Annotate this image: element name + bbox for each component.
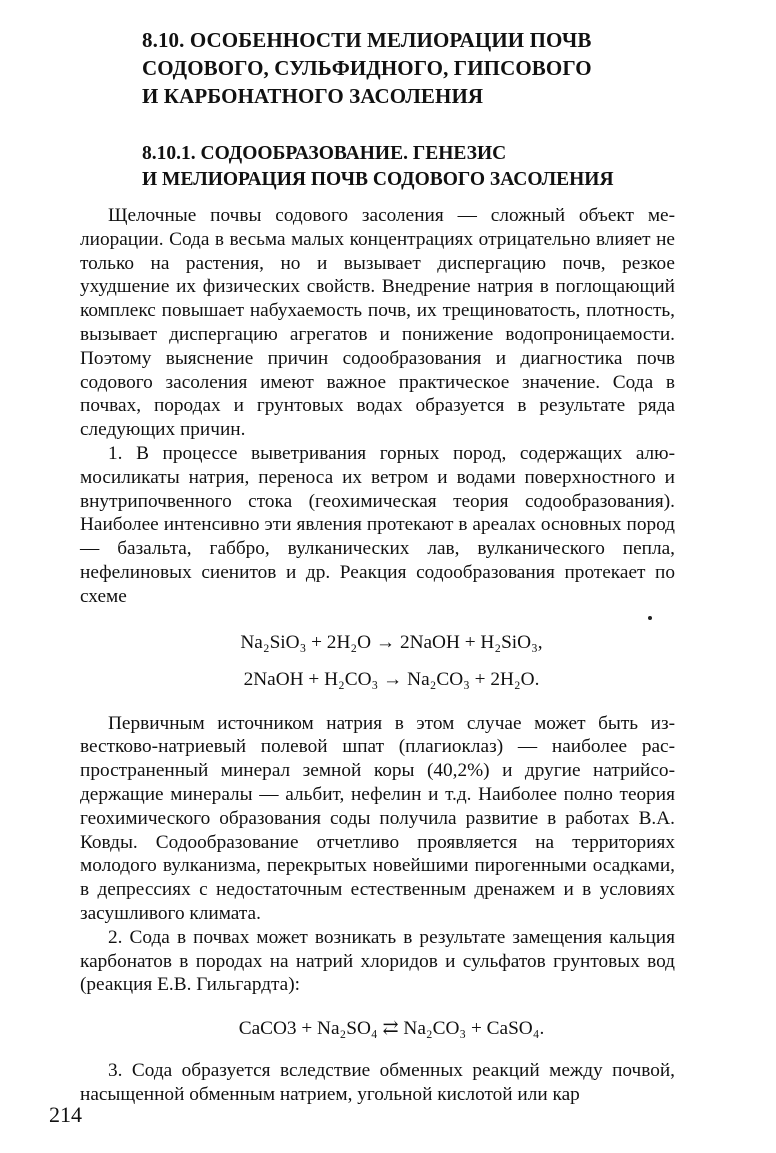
paragraph-cause-2: 2. Сода в почвах может возникать в результате замещения кальция карбонатов в породах на натрий хлоридов и сульфатов грунтовых вод (реакция Е.В. Гильгардта): xyxy=(80,926,675,996)
section-heading-line: И КАРБОНАТНОГО ЗАСОЛЕНИЯ xyxy=(142,84,484,108)
paragraph-source: Первичным источником натрия в этом случае может быть известково-натриевый полевой шпат (плагиоклаз) — наиболее распространенный минерал земной коры (40,2%) и другие натрийсодержащие минералы — альбит, нефелин и т.д. Наиболее полно теория геохимического образования соды получила развитие в работах В.А. Ковды. Содообразование отчетливо проявляется на территориях молодого вулканизма, перекрытых новейшими пирогенными осадками, в депрессиях с недостаточным естественным дренажем и в условиях засушливого климата. xyxy=(80,712,675,924)
subsection-heading xyxy=(142,141,675,193)
section-heading-line: СОДОВОГО, СУЛЬФИДНОГО, ГИПСОВОГО xyxy=(142,56,592,80)
subsection-heading-line: И МЕЛИОРАЦИЯ ПОЧВ СОДОВОГО ЗАСОЛЕНИЯ xyxy=(142,169,614,190)
paragraph-intro: Щелочные почвы содового засоления — сложный объект мелиорации. Сода в весьма малых концентрациях отрицательно влияет не только на растения, но и вызывает диспергацию почв, резкое ухудшение их физических свойств. Внедрение натрия в поглощающий комплекс повышает набухаемость почв, их трещиноватость, плотность, вызывает диспергацию агрегатов и понижение водопроницаемости. Поэтому выяснение причин содообразования и диагностика почв содового засоления имеют важное практическое значение. Сода в почвах, породах и грунтовых водах образуется в результате ряда следующих причин. xyxy=(80,205,675,441)
paragraph-cause-3: 3. Сода образуется вследствие обменных реакций между почвой, насыщенной обменным натрием, угольной кислотой или кар xyxy=(80,1060,675,1105)
page-number: 214 xyxy=(49,1102,82,1127)
subsection-heading-line: 8.10.1. СОДООБРАЗОВАНИЕ. ГЕНЕЗИС xyxy=(142,143,507,164)
section-heading xyxy=(142,26,675,110)
section-heading-line: 8.10. ОСОБЕННОСТИ МЕЛИОРАЦИИ ПОЧВ xyxy=(142,28,592,52)
formula-reaction-2: 2NaOH + H₂CO₃ → Na₂CO₃ + 2H₂O. xyxy=(243,668,540,690)
formula-reaction-1: Na₂SiO₃ + 2H₂O → 2NaOH + H₂SiO₃, xyxy=(240,631,543,653)
formula-hilgard-reaction: CaCO3 + Na₂SO₄ ⇄ Na₂CO₃ + CaSO₄. xyxy=(238,1018,545,1040)
print-speck xyxy=(648,616,652,620)
page-content xyxy=(80,26,675,1107)
paragraph-cause-1: 1. В процессе выветривания горных пород, содержащих алюмосиликаты натрия, переноса их ветром и водами поверхностного и внутрипочвенного стока (геохимическая теория содообразования). Наиболее интенсивно эти явления протекают в ареалах основных пород — базальта, габбро, вулканических лав, вулканического пепла, нефелиновых сиенитов и др. Реакция содообразования протекает по схеме xyxy=(80,442,675,607)
